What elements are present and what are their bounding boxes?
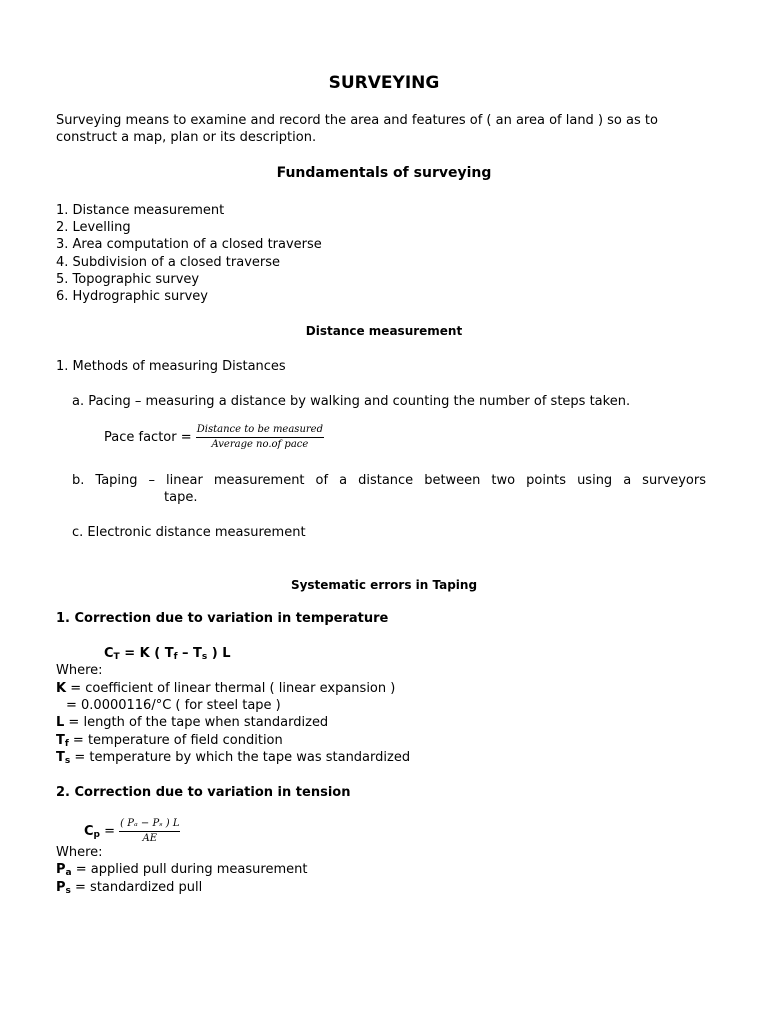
fraction-numerator: ( Pₐ − Pₛ ) L [119, 818, 180, 832]
formula-subscript: s [201, 652, 208, 662]
where-label: Where: [56, 663, 103, 678]
tension-fraction [119, 818, 180, 845]
variable-subscript: s [64, 756, 71, 766]
list-item: 5. Topographic survey [56, 271, 200, 287]
k-definition [56, 680, 395, 697]
list-item: 4. Subdivision of a closed traverse [56, 254, 281, 270]
pa-definition [56, 861, 307, 878]
list-item: 1. Distance measurement [56, 203, 225, 218]
temperature-correction-heading: 1. Correction due to variation in temperature [56, 611, 389, 626]
variable-subscript: s [65, 886, 71, 896]
formula-part: ) L [207, 646, 231, 661]
pacing-text: a. Pacing – measuring a distance by walking and counting the number of steps taken. [72, 394, 631, 409]
list-item: 3. Area computation of a closed traverse [56, 237, 322, 253]
formula-subscript: f [173, 652, 178, 662]
formula-part: = [100, 824, 116, 839]
ts-definition [56, 749, 410, 766]
variable-text: = applied pull during measurement [71, 862, 308, 877]
taping-text-line2: tape. [164, 490, 198, 505]
k-value: = 0.0000116/°C ( for steel tape ) [66, 698, 281, 713]
document-title: SURVEYING [328, 73, 440, 93]
distance-heading: Distance measurement [305, 324, 463, 338]
pace-factor-fraction [196, 424, 324, 451]
fundamentals-list [56, 202, 322, 305]
methods-heading: 1. Methods of measuring Distances [56, 359, 286, 374]
formula-symbol: C [84, 824, 94, 839]
ps-definition [56, 879, 202, 896]
tension-formula [84, 818, 180, 845]
variable-label: P [56, 880, 66, 895]
variable-text: = standardized pull [70, 880, 203, 895]
l-definition [56, 714, 328, 731]
fraction-numerator: Distance to be measured [196, 424, 324, 438]
where-label: Where: [56, 845, 103, 860]
variable-subscript: f [64, 739, 69, 749]
formula-subscript: p [93, 830, 100, 840]
variable-text: = coefficient of linear thermal ( linear expansion ) [66, 681, 396, 696]
intro-paragraph: Surveying means to examine and record the area and features of ( an area of land ) so as to construct a map, plan or its description. [56, 113, 658, 145]
formula-symbol: C [104, 646, 114, 661]
edm-text: c. Electronic distance measurement [72, 525, 306, 540]
formula-part: = K ( T [119, 646, 174, 661]
fraction-denominator: AE [142, 833, 158, 844]
formula-subscript: T [113, 652, 120, 662]
fundamentals-heading: Fundamentals of surveying [276, 165, 492, 181]
pace-factor-formula [104, 424, 324, 451]
variable-label: K [56, 681, 67, 696]
fraction-denominator: Average no.of pace [211, 439, 309, 450]
pace-factor-label: Pace factor = [104, 430, 192, 445]
tension-correction-heading: 2. Correction due to variation in tension [56, 785, 351, 800]
variable-label: L [56, 715, 65, 730]
variable-subscript: a [65, 868, 72, 878]
list-item: 6. Hydrographic survey [56, 288, 208, 304]
variable-text: = temperature by which the tape was standardized [70, 750, 411, 765]
variable-text: = length of the tape when standardized [64, 715, 329, 730]
temperature-formula [104, 645, 231, 662]
formula-part: – T [177, 646, 202, 661]
variable-label: P [56, 862, 66, 877]
taping-text-line1: b. Taping – linear measurement of a distance between two points using a surveyors [72, 473, 706, 488]
systematic-errors-heading: Systematic errors in Taping [290, 578, 478, 592]
variable-label: T [56, 733, 65, 748]
variable-label: T [56, 750, 65, 765]
tf-definition [56, 732, 283, 749]
variable-text: = temperature of field condition [68, 733, 283, 748]
list-item: 2. Levelling [56, 220, 131, 236]
